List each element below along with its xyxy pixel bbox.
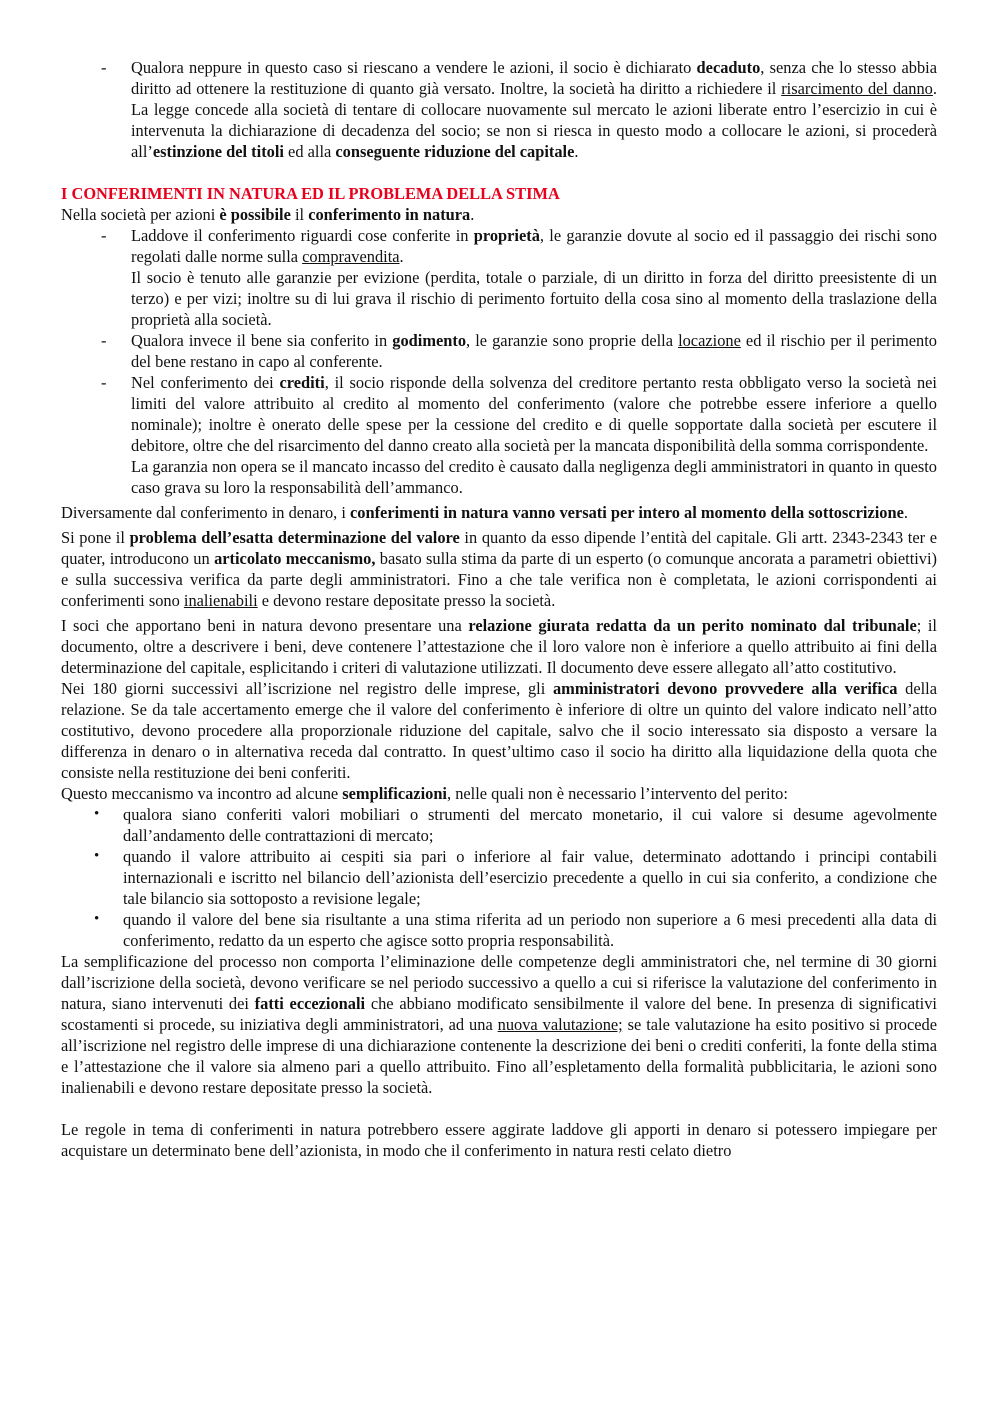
- bullet-marker: •: [94, 806, 100, 822]
- bullet-text: qualora siano conferiti valori mobiliari o strumenti del mercato monetario, il cui valore si desume agevolmente dall’andamento delle contrattazioni di mercato;: [123, 805, 937, 845]
- dash-marker: -: [101, 373, 107, 392]
- paragraph-180-giorni: Nei 180 giorni successivi all’iscrizione nel registro delle imprese, gli amministratori devono provvedere alla verifica della relazione. Se da tale accertamento emerge che il valore del conferimento è inferiore di oltre un quinto del valore indicato nell’atto costitutivo, devono procedere alla proporzionale riduzione del capitale, salvo che il socio interessato sia disposto a versare la differenza in denaro o in alternativa receda dal contratto. In quest’ultimo caso il socio ha diritto alla liquidazione della quota che consiste nella restituzione dei beni conferiti.: [61, 679, 937, 782]
- paragraph-decadenza: Qualora neppure in questo caso si riescano a vendere le azioni, il socio è dichiarato decaduto, senza che lo stesso abbia diritto ad ottenere la restituzione di quanto già versato. Inoltre, la società ha diritto a richiedere il risarcimento del danno. La legge concede alla società di tentare di collocare nuovamente sul mercato le azioni liberate entro l’esercizio in cui è intervenuta la dichiarazione di decadenza del socio; se non si riesca in questo modo a collocare le azioni, si procederà all’estinzione del titoli ed alla conseguente riduzione del capitale.: [131, 58, 937, 161]
- paragraph-crediti: Nel conferimento dei crediti, il socio risponde della solvenza del creditore pertanto resta obbligato verso la società nei limiti del valore attribuito al credito al momento del conferimento (valore che potrebbe essere inferiore a quello nominale); inoltre è onerato delle spese per la cessione del credito e di quelle sopportate dalla società per escutere il debitore, oltre che del risarcimento del danno creato alla società per la mancata disponibilità della somma corrispondente.: [131, 373, 937, 455]
- paragraph-meccanismo: Questo meccanismo va incontro ad alcune semplificazioni, nelle quali non è necessario l’intervento del perito:: [61, 784, 788, 803]
- bullet-text: quando il valore attribuito ai cespiti sia pari o inferiore al fair value, determinato adottando i principi contabili internazionali e iscritto nel bilancio dell’azionista dell’esercizio precedente a quello in cui sia conferito, a condizione che tale bilancio sia sottoposto a revisione legale;: [123, 847, 937, 908]
- bullet-text: quando il valore del bene sia risultante a una stima riferita ad un periodo non superiore a 6 mesi precedenti alla data di conferimento, redatto da un esperto che agisce sotto propria responsabilità.: [123, 910, 937, 950]
- bullet-item: [61, 846, 937, 909]
- paragraph-garanzia: La garanzia non opera se il mancato incasso del credito è causato dalla negligenza degli amministratori in quanto in questo caso grava su loro la responsabilità dell’ammanco.: [131, 457, 937, 497]
- paragraph-evizione: Il socio è tenuto alle garanzie per evizione (perdita, totale o parziale, di un diritto in forza del diritto preesistente di un terzo) e per vizi; inoltre su di lui grava il rischio di perimento fortuito della cosa sino al momento della traslazione della proprietà alla società.: [131, 268, 937, 329]
- page-content: [61, 57, 937, 1161]
- bullet-item: [61, 804, 937, 846]
- paragraph-denaro: Diversamente dal conferimento in denaro, i conferimenti in natura vanno versati per intero al momento della sottoscrizione.: [61, 503, 908, 522]
- bullet-marker: •: [94, 848, 100, 864]
- paragraph-semplificazione: La semplificazione del processo non comporta l’eliminazione delle competenze degli amministratori che, nel termine di 30 giorni dall’iscrizione della società, devono verificare se nel periodo successivo a quello a cui si riferisce la valutazione del conferimento in natura, siano intervenuti dei fatti eccezionali che abbiano modificato sensibilmente il valore del bene. In presenza di significativi scostamenti si procede, su iniziativa degli amministratori, ad una nuova valutazione; se tale valutazione ha esito positivo si procede all’iscrizione nel registro delle imprese di una dichiarazione contenente la descrizione dei beni o crediti conferiti, la fonte della stima e l’attestazione che il valore sia almeno pari a quello attribuito. Fino all’espletamento della formalità pubblicitaria, le azioni sono inalienabili e devono restare depositate presso la società.: [61, 952, 937, 1097]
- blank-line: [61, 1098, 937, 1119]
- list-item-crediti: [61, 372, 937, 498]
- paragraph-proprieta: Laddove il conferimento riguardi cose conferite in proprietà, le garanzie dovute al socio ed il passaggio dei rischi sono regolati dalle norme sulla compravendita.: [131, 226, 937, 266]
- paragraph-godimento: Qualora invece il bene sia conferito in godimento, le garanzie sono proprie della locazione ed il rischio per il perimento del bene restano in capo al conferente.: [131, 331, 937, 371]
- dash-marker: -: [101, 58, 107, 77]
- bullet-item: [61, 909, 937, 951]
- paragraph-problema: Si pone il problema dell’esatta determinazione del valore in quanto da esso dipende l’entità del capitale. Gli artt. 2343-2343 ter e quater, introducono un articolato meccanismo, basato sulla stima da parte di un esperto (o comunque ancorata a parametri obiettivi) e sulla successiva verifica da parte degli amministratori. Fino a che tale verifica non è completata, le azioni corrispondenti ai conferimenti sono inalienabili e devono restare depositate presso la società.: [61, 528, 938, 610]
- paragraph-soci: I soci che apportano beni in natura devono presentare una relazione giurata redatta da un perito nominato dal tribunale; il documento, oltre a descrivere i beni, deve contenere l’attestazione che il loro valore non è inferiore a quello attribuito ai fini della determinazione del capitale, esplicitando i criteri di valutazione utilizzati. Il documento deve essere allegato all’atto costitutivo.: [61, 616, 937, 677]
- paragraph-intro: Nella società per azioni è possibile il conferimento in natura.: [61, 205, 475, 224]
- list-item-decadenza: [61, 57, 937, 162]
- section-heading: I CONFERIMENTI IN NATURA ED IL PROBLEMA DELLA STIMA: [61, 184, 560, 203]
- dash-marker: -: [101, 331, 107, 350]
- dash-marker: -: [101, 226, 107, 245]
- list-item-proprieta: [61, 225, 937, 330]
- list-item-godimento: [61, 330, 937, 372]
- bullet-marker: •: [94, 911, 100, 927]
- paragraph-regole: Le regole in tema di conferimenti in natura potrebbero essere aggirate laddove gli apporti in denaro si potessero impiegare per acquistare un determinato bene dell’azionista, in modo che il conferimento in natura resti celato dietro: [61, 1120, 937, 1160]
